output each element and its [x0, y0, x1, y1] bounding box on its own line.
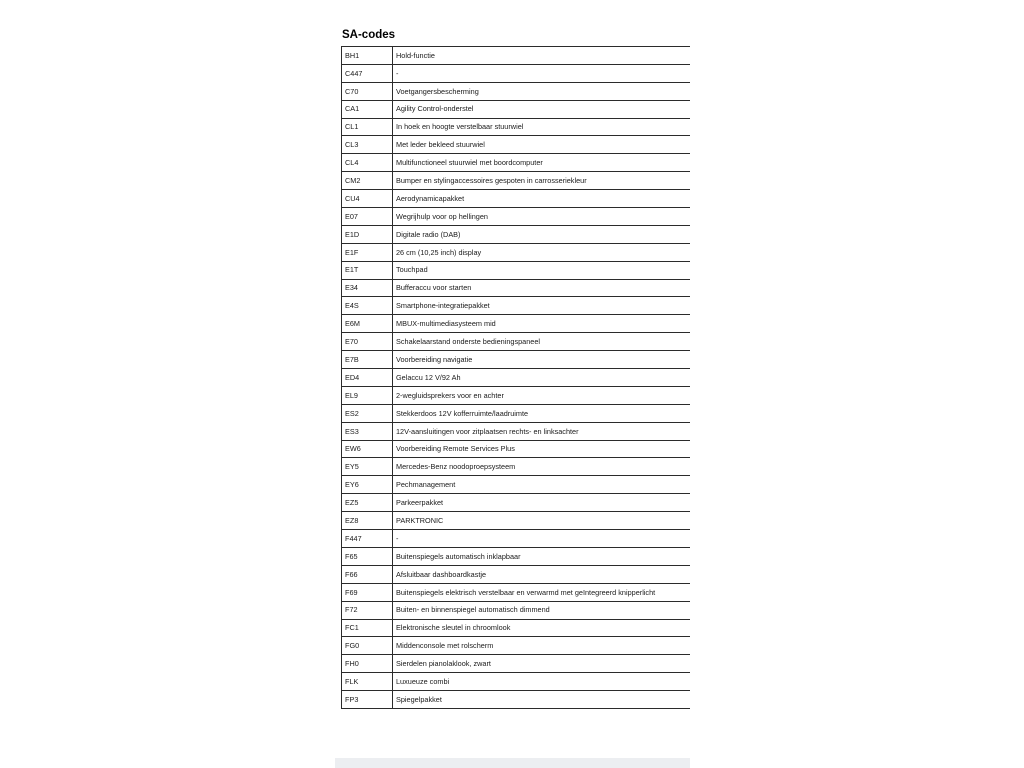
- table-row: [342, 82, 691, 100]
- table-row: [342, 208, 691, 226]
- table-row: [342, 386, 691, 404]
- sa-code-cell: F69: [342, 583, 393, 601]
- sa-code-cell: E1T: [342, 261, 393, 279]
- table-row: [342, 333, 691, 351]
- sa-code-cell: ES3: [342, 422, 393, 440]
- sa-code-cell: F447: [342, 530, 393, 548]
- sa-codes-table: [341, 46, 690, 709]
- sa-description-cell: MBUX-multimediasysteem mid: [396, 319, 496, 329]
- sa-description-cell: Buitenspiegels automatisch inklapbaar: [396, 551, 521, 561]
- sa-description-cell: Stekkerdoos 12V kofferruimte/laadruimte: [396, 408, 529, 418]
- document-title: SA-codes: [342, 29, 396, 41]
- table-row: [342, 673, 691, 691]
- sa-code-cell: EZ8: [342, 512, 393, 530]
- table-row: [342, 261, 691, 279]
- table-row: [342, 190, 691, 208]
- sa-code-cell: FG0: [342, 637, 393, 655]
- sa-codes-table-body: [342, 47, 691, 709]
- sa-description-cell: Voorbereiding Remote Services Plus: [396, 444, 515, 454]
- sa-description-cell: Buitenspiegels elektrisch verstelbaar en verwarmd met geïntegreerd knipperlicht: [396, 587, 656, 597]
- table-row: [342, 404, 691, 422]
- table-row: [342, 691, 691, 709]
- table-row: [342, 619, 691, 637]
- sa-code-cell: C70: [342, 82, 393, 100]
- sa-code-cell: FC1: [342, 619, 393, 637]
- table-row: [342, 369, 691, 387]
- table-row: [342, 64, 691, 82]
- sa-description-cell: Pechmanagement: [396, 480, 456, 490]
- table-row: [342, 655, 691, 673]
- table-row: [342, 47, 691, 65]
- sa-code-cell: EY6: [342, 476, 393, 494]
- sa-code-cell: FP3: [342, 691, 393, 709]
- table-row: [342, 351, 691, 369]
- sa-description-cell: 2-wegluidsprekers voor en achter: [396, 390, 504, 400]
- document-page: [335, 0, 690, 768]
- sa-description-cell: 12V-aansluitingen voor zitplaatsen rechts- en linksachter: [396, 426, 579, 436]
- sa-description-cell: Luxueuze combi: [396, 676, 450, 686]
- sa-code-cell: E7B: [342, 351, 393, 369]
- sa-description-cell: In hoek en hoogte verstelbaar stuurwiel: [396, 122, 524, 132]
- sa-code-cell: E70: [342, 333, 393, 351]
- table-row: [342, 458, 691, 476]
- sa-code-cell: E4S: [342, 297, 393, 315]
- sa-description-cell: Voorbereiding navigatie: [396, 354, 473, 364]
- sa-code-cell: ES2: [342, 404, 393, 422]
- table-row: [342, 601, 691, 619]
- table-row: [342, 118, 691, 136]
- table-row: [342, 547, 691, 565]
- table-row: [342, 422, 691, 440]
- sa-description-cell: Gelaccu 12 V/92 Ah: [396, 372, 461, 382]
- sa-description-cell: Voetgangersbescherming: [396, 86, 479, 96]
- sa-code-cell: CM2: [342, 172, 393, 190]
- sa-description-cell: Elektronische sleutel in chroomlook: [396, 623, 511, 633]
- sa-code-cell: CL1: [342, 118, 393, 136]
- sa-description-cell: Digitale radio (DAB): [396, 229, 461, 239]
- table-row: [342, 512, 691, 530]
- sa-description-cell: Smartphone-integratiepakket: [396, 301, 490, 311]
- sa-code-cell: FH0: [342, 655, 393, 673]
- page-bottom-edge: [335, 758, 690, 768]
- table-row: [342, 172, 691, 190]
- sa-description-cell: Agility Control-onderstel: [396, 104, 474, 114]
- sa-code-cell: E1D: [342, 225, 393, 243]
- sa-description-cell: Multifunctioneel stuurwiel met boordcomputer: [396, 158, 543, 168]
- sa-description-cell: Afsluitbaar dashboardkastje: [396, 569, 487, 579]
- sa-description-cell: Hold-functie: [396, 50, 435, 60]
- table-row: [342, 440, 691, 458]
- sa-code-cell: CL4: [342, 154, 393, 172]
- sa-code-cell: E07: [342, 208, 393, 226]
- sa-code-cell: C447: [342, 64, 393, 82]
- table-row: [342, 494, 691, 512]
- table-row: [342, 637, 691, 655]
- sa-description-cell: Schakelaarstand onderste bedieningspaneel: [396, 337, 541, 347]
- sa-code-cell: E6M: [342, 315, 393, 333]
- table-row: [342, 279, 691, 297]
- sa-code-cell: CA1: [342, 100, 393, 118]
- sa-description-cell: Wegrijhulp voor op hellingen: [396, 211, 488, 221]
- table-row: [342, 530, 691, 548]
- sa-description-cell: -: [396, 68, 399, 78]
- sa-code-cell: EZ5: [342, 494, 393, 512]
- sa-description-cell: Bumper en stylingaccessoires gespoten in carrosseriekleur: [396, 176, 587, 186]
- sa-description-cell: Mercedes-Benz noodoproepsysteem: [396, 462, 516, 472]
- table-row: [342, 476, 691, 494]
- sa-description-cell: Met leder bekleed stuurwiel: [396, 140, 485, 150]
- table-row: [342, 297, 691, 315]
- sa-code-cell: F72: [342, 601, 393, 619]
- sa-code-cell: ED4: [342, 369, 393, 387]
- sa-code-cell: E1F: [342, 243, 393, 261]
- table-row: [342, 583, 691, 601]
- table-row: [342, 225, 691, 243]
- sa-description-cell: Sierdelen pianolaklook, zwart: [396, 659, 491, 669]
- table-row: [342, 154, 691, 172]
- table-row: [342, 315, 691, 333]
- table-row: [342, 136, 691, 154]
- sa-code-cell: F65: [342, 547, 393, 565]
- sa-description-cell: -: [396, 533, 399, 543]
- sa-code-cell: F66: [342, 565, 393, 583]
- sa-description-cell: PARKTRONIC: [396, 515, 444, 525]
- sa-code-cell: BH1: [342, 47, 393, 65]
- sa-description-cell: Parkeerpakket: [396, 498, 444, 508]
- sa-code-cell: CL3: [342, 136, 393, 154]
- sa-description-cell: Buiten- en binnenspiegel automatisch dimmend: [396, 605, 550, 615]
- sa-description-cell: Middenconsole met rolscherm: [396, 641, 494, 651]
- sa-code-cell: E34: [342, 279, 393, 297]
- sa-description-cell: Touchpad: [396, 265, 428, 275]
- sa-code-cell: FLK: [342, 673, 393, 691]
- table-row: [342, 100, 691, 118]
- table-row: [342, 565, 691, 583]
- sa-code-cell: EL9: [342, 386, 393, 404]
- sa-description-cell: 26 cm (10,25 inch) display: [396, 247, 482, 257]
- table-row: [342, 243, 691, 261]
- sa-code-cell: CU4: [342, 190, 393, 208]
- sa-code-cell: EW6: [342, 440, 393, 458]
- sa-description-cell: Spiegelpakket: [396, 694, 442, 704]
- sa-description-cell: Aerodynamicapakket: [396, 193, 465, 203]
- sa-description-cell: Bufferaccu voor starten: [396, 283, 472, 293]
- sa-code-cell: EY5: [342, 458, 393, 476]
